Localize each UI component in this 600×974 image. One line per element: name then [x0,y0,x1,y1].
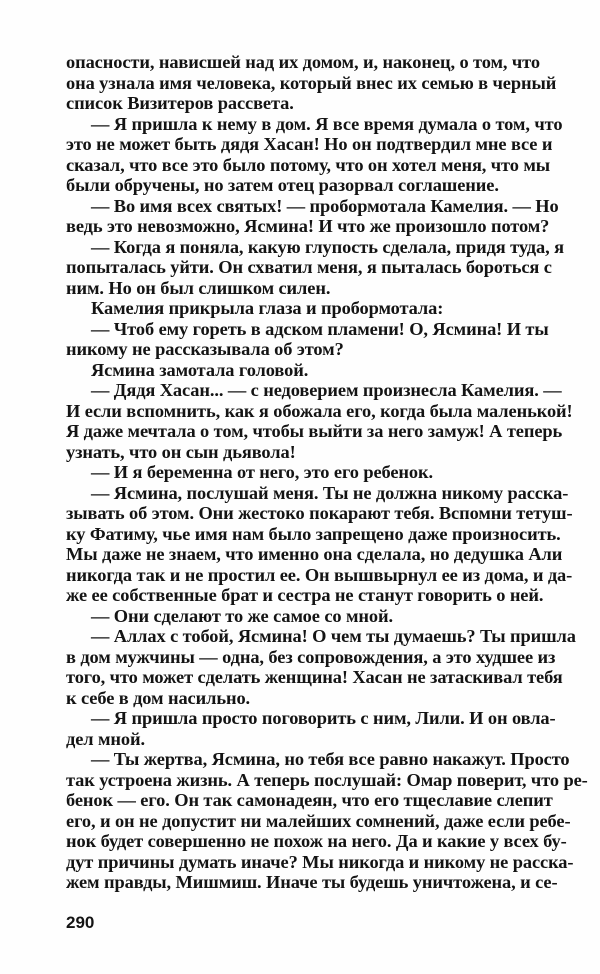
text-line: — И я беременна от него, это его ребенок. [91,462,434,482]
text-line: — Я пришла просто поговорить с ним, Лили. И он овла- [91,708,556,728]
text-line: Я даже мечтала о том, чтобы выйти за него замуж! А теперь [66,421,563,441]
body-text [66,52,588,893]
text-line: это не может быть дядя Хасан! Но он подтвердил мне все и [66,134,553,154]
paragraph [66,606,539,627]
text-line: — Ты жертва, Ясмина, но тебя все равно накажут. Просто [91,749,570,769]
text-line: жем правды, Мишмиш. Иначе ты будешь уничтожена, и се- [66,872,558,892]
paragraph [66,318,549,360]
paragraph [66,298,539,319]
text-line: Ясмина замотала головой. [91,359,309,380]
text-line: его, и он не допустит ни малейших сомнений, даже если ребе- [66,810,571,831]
paragraph [66,113,563,196]
paragraph [66,462,539,483]
text-line: никому не рассказывала об этом? [66,339,344,359]
text-line: — Аллах с тобой, Ясмина! О чем ты думаешь? Ты пришла [91,626,576,646]
text-line: ведь это невозможно, Ясмина! И что же произошло потом? [66,216,550,236]
text-line: узнать, что он сын дьявола! [66,441,296,462]
text-line: к себе в дом насильно. [66,687,251,708]
text-line: так устроена жизнь. А теперь послушай: Омар поверит, что ре- [66,769,588,790]
paragraph [66,708,556,749]
text-line: дут причины думать иначе? Мы никогда и никому не расска- [66,851,574,872]
text-line: список Визитеров рассвета. [66,93,294,113]
text-line: — Ясмина, послушай меня. Ты не должна никому расска- [91,482,569,503]
text-line: зывать об этом. Они жестоко покарают тебя. Вспомни тетуш- [66,503,573,523]
text-line: нок будет совершенно не похож на него. Да и какие у всех бу- [66,831,567,851]
text-line: же ее собственные брат и сестра не станут говорить о ней. [66,585,544,605]
text-line: никогда так и не простил ее. Он вышвырнул ее из дома, и да- [66,564,573,585]
text-line: бенок — его. Он так самонадеян, что его тщеславие слепит [66,790,553,810]
paragraph [66,236,564,299]
text-line: сказал, что все это было потому, что он хотел меня, что мы [66,154,551,175]
text-line: — Когда я поняла, какую глупость сделала, придя туда, я [91,236,564,257]
text-line: — Чтоб ему гореть в адском пламени! О, Ясмина! И ты [91,318,549,339]
paragraph [66,380,573,462]
text-line: ку Фатиму, чье имя нам было запрещено даже произносить. [66,523,561,544]
text-line: в дом мужчины — одна, без сопровождения, а это худшее из [66,646,556,667]
text-line: — Во имя всех святых! — пробормотала Камелия. — Но [91,195,559,216]
text-line: — Они сделают то же самое со мной. [91,605,393,626]
paragraph [66,52,557,114]
text-line: она узнала имя человека, который внес их семью в черный [66,72,557,93]
text-line: были обручены, но затем отец разорвал соглашение. [66,175,499,195]
text-line: Камелия прикрыла глаза и пробормотала: [91,298,444,318]
text-line: — Я пришла к нему в дом. Я все время думала о том, что [91,113,563,134]
paragraph [66,195,559,237]
text-line: попыталась уйти. Он схватил меня, я пыталась бороться с [66,257,552,277]
text-line: — Дядя Хасан... — с недоверием произнесла Камелия. — [91,380,562,400]
paragraph [66,626,576,708]
text-line: ним. Но он был слишком силен. [66,277,331,298]
text-line: опасности, нависшей над их домом, и, наконец, о том, что [66,52,540,72]
page-number: 290 [66,913,95,932]
text-line: дел мной. [66,728,145,749]
paragraph [66,749,588,893]
paragraph [66,482,573,606]
text-line: И если вспомнить, как я обожала его, когда была маленькой! [66,400,573,421]
text-line: Мы даже не знаем, что именно она сделала, но дедушка Али [66,544,563,564]
paragraph [66,360,539,381]
text-line: того, что может сделать женщина! Хасан не затаскивал тебя [66,667,563,687]
